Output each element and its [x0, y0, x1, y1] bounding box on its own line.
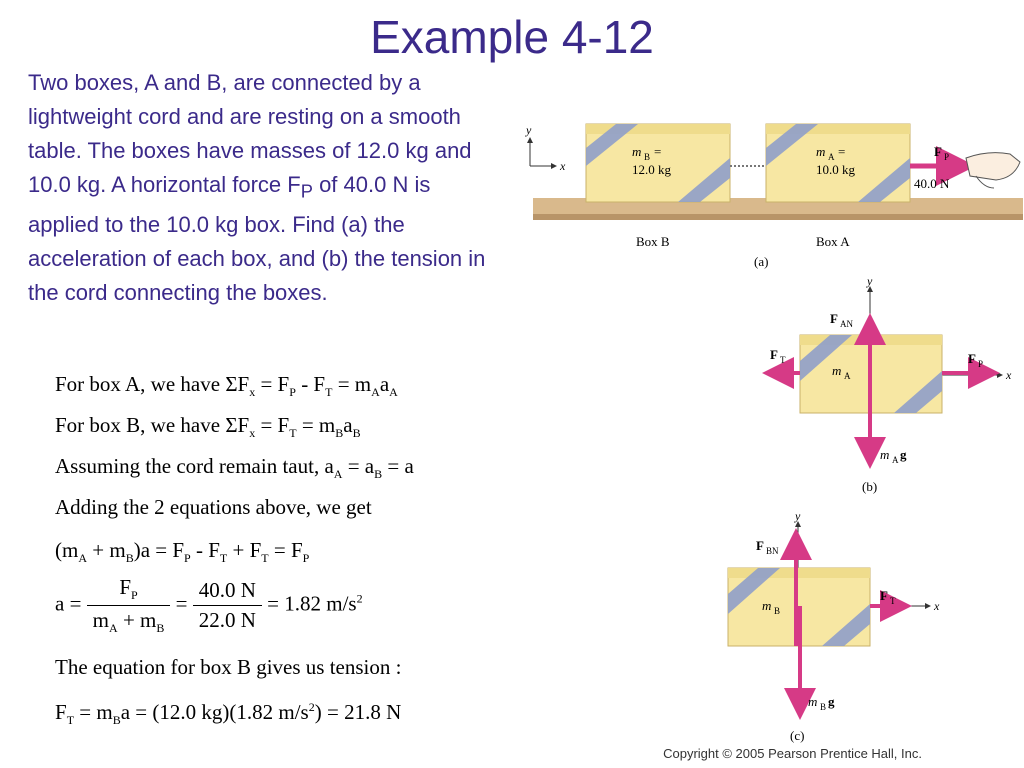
- equation-sum: $(m_A + m_B)a = F_P - F_T + F_T = F_P$: [55, 538, 310, 566]
- eq2-prefix: For box B, we have: [55, 413, 226, 437]
- svg-text:B: B: [644, 152, 651, 162]
- box-a-caption: Box A: [816, 234, 850, 249]
- svg-text:x: x: [934, 599, 940, 613]
- svg-text:B: B: [774, 606, 781, 616]
- problem-statement: [28, 66, 498, 310]
- svg-text:P: P: [978, 359, 984, 369]
- svg-text:F: F: [968, 351, 976, 366]
- box-b-caption: Box B: [636, 234, 670, 249]
- problem-text-part2: of 40.0 N is applied to the 10.0 kg box. Find (a) the acceleration of each box, and (b) the tension in the cord connecting the boxes.: [28, 172, 486, 306]
- svg-text:y: y: [526, 123, 532, 137]
- fraction-numeric: $\frac{40.0 N}{22.0 N}$: [193, 578, 262, 633]
- equation-box-a: For box A, we have $\Sigma F_x = F_P - F_T = m_Aa_A$: [55, 372, 398, 400]
- figure-b-caption: (b): [862, 479, 878, 494]
- svg-text:BN: BN: [766, 546, 779, 556]
- svg-text:B: B: [820, 702, 827, 712]
- copyright-notice: Copyright © 2005 Pearson Prentice Hall, Inc.: [663, 746, 922, 761]
- figure-a: [518, 118, 1024, 278]
- svg-text:g: g: [828, 694, 835, 709]
- axes-a: [525, 123, 566, 173]
- svg-text:m: m: [880, 447, 890, 462]
- svg-text:P: P: [944, 152, 950, 162]
- svg-text:F: F: [830, 311, 838, 326]
- svg-text:40.0 N: 40.0 N: [914, 176, 950, 191]
- equation-taut-assumption: Assuming the cord remain taut, $a_A = a_B = a$: [55, 454, 414, 482]
- svg-text:T: T: [780, 355, 786, 365]
- svg-text:m: m: [632, 144, 642, 159]
- tension-end: ) = 21.8 N: [314, 700, 402, 724]
- figure-c: [720, 508, 980, 748]
- problem-force-subscript: P: [300, 180, 313, 202]
- equation-adding: Adding the 2 equations above, we get: [55, 495, 372, 519]
- svg-text:F: F: [880, 588, 888, 603]
- eq2-body: ΣF: [225, 413, 250, 437]
- hand-illustration: [966, 153, 1020, 188]
- svg-text:F: F: [756, 538, 764, 553]
- eq1-body: ΣF: [225, 372, 250, 396]
- fraction-fp-over-mass: $\frac{F_P}{m_A + m_B}$: [87, 575, 171, 636]
- svg-text:T: T: [890, 596, 896, 606]
- svg-text:m: m: [808, 694, 818, 709]
- equation-box-b: For box B, we have $\Sigma F_x = F_T = m_Ba_B$: [55, 413, 361, 441]
- equation-tension-intro: The equation for box B gives us tension :: [55, 655, 402, 679]
- acceleration-result: = 1.82 m/s: [261, 591, 357, 616]
- tension-mid: a = (12.0 kg)(1.82 m/s: [120, 700, 309, 724]
- svg-text:F: F: [934, 144, 942, 159]
- eq1-prefix: For box A, we have: [55, 372, 226, 396]
- svg-text:m: m: [832, 363, 842, 378]
- slide-title: Example 4-12: [370, 11, 654, 63]
- svg-text:y: y: [867, 275, 873, 288]
- svg-text:x: x: [1006, 368, 1012, 382]
- svg-text:A: A: [828, 152, 835, 162]
- figure-b: [760, 275, 1024, 500]
- svg-text:g: g: [900, 447, 907, 462]
- box-b: [586, 124, 730, 202]
- problem-text-part1: Two boxes, A and B, are connected by a lightweight cord and are resting on a smooth table. The boxes have masses of 12.0 kg and 10.0 kg. A horizontal force F: [28, 70, 472, 197]
- svg-text:F: F: [770, 347, 778, 362]
- figure-c-caption: (c): [790, 728, 805, 743]
- eq3-prefix: Assuming the cord remain taut,: [55, 454, 325, 478]
- svg-text:A: A: [892, 455, 899, 465]
- svg-text:m: m: [816, 144, 826, 159]
- equation-acceleration: a = $\frac{F_P}{m_A + m_B}$ = $\frac{40.0 N}{22.0 N}$ = 1.82 $m/s^2$: [55, 575, 363, 636]
- svg-text:y: y: [795, 509, 801, 523]
- svg-text:10.0 kg: 10.0 kg: [816, 162, 855, 177]
- box-a: [766, 124, 910, 202]
- svg-text:x: x: [560, 159, 566, 173]
- equation-tension-result: $F_T = m_Ba = (12.0$ kg)(1.82 $m/s^2) = 21.8$ N: [55, 700, 402, 728]
- svg-text:=: =: [654, 144, 662, 159]
- svg-text:A: A: [844, 371, 851, 381]
- svg-text:m: m: [762, 598, 772, 613]
- applied-force-arrow: [910, 144, 966, 191]
- svg-text:AN: AN: [840, 319, 853, 329]
- svg-text:12.0 kg: 12.0 kg: [632, 162, 671, 177]
- svg-text:=: =: [838, 144, 846, 159]
- figure-a-caption: (a): [754, 254, 769, 269]
